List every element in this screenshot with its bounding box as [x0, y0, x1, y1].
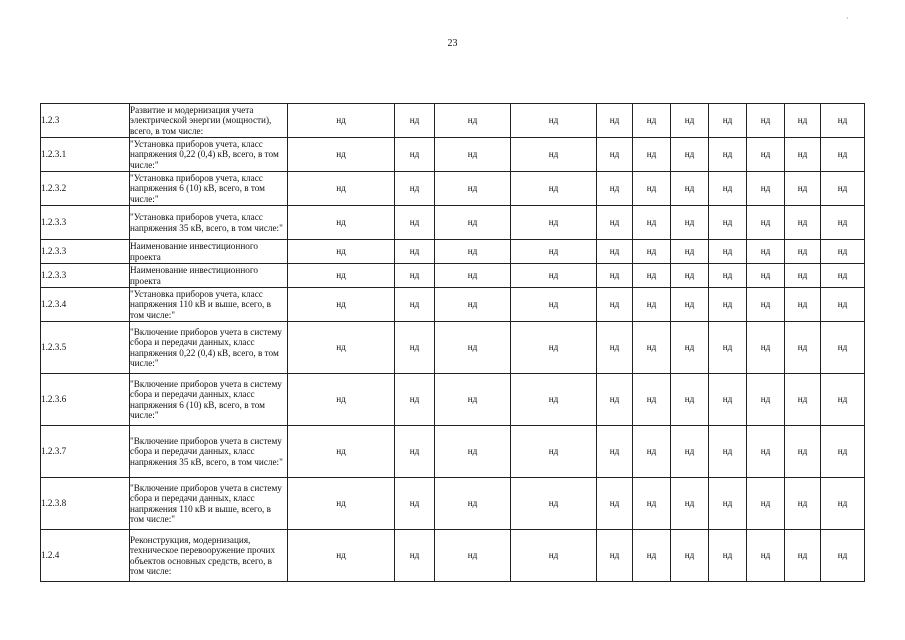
value-cell: нд	[435, 322, 511, 374]
value-cell: нд	[671, 322, 709, 374]
value-cell: нд	[671, 172, 709, 206]
value-cell: нд	[288, 426, 395, 478]
value-cell: нд	[671, 264, 709, 288]
row-description: "Установка приборов учета, класс напряжения 110 кВ и выше, всего, в том числе:"	[130, 288, 288, 322]
value-cell: нд	[821, 206, 865, 240]
row-description: "Включение приборов учета в систему сбора и передачи данных, класс напряжения 35 кВ, всего, в том числе:"	[130, 426, 288, 478]
value-cell: нд	[395, 322, 435, 374]
value-cell: нд	[747, 288, 785, 322]
value-cell: нд	[288, 530, 395, 582]
value-cell: нд	[511, 426, 597, 478]
value-cell: нд	[597, 322, 633, 374]
table-row	[41, 478, 865, 530]
value-cell: нд	[785, 530, 821, 582]
value-cell: нд	[785, 478, 821, 530]
value-cell: нд	[671, 104, 709, 138]
value-cell: нд	[633, 172, 671, 206]
value-cell: нд	[709, 478, 747, 530]
value-cell: нд	[671, 426, 709, 478]
value-cell: нд	[395, 374, 435, 426]
value-cell: нд	[633, 478, 671, 530]
value-cell: нд	[709, 288, 747, 322]
value-cell: нд	[597, 426, 633, 478]
value-cell: нд	[709, 426, 747, 478]
row-description: Наименование инвестиционного проекта	[130, 240, 288, 264]
value-cell: нд	[821, 240, 865, 264]
row-description: "Установка приборов учета, класс напряжения 6 (10) кВ, всего, в том числе:"	[130, 172, 288, 206]
value-cell: нд	[785, 138, 821, 172]
value-cell: нд	[597, 374, 633, 426]
value-cell: нд	[747, 172, 785, 206]
value-cell: нд	[288, 322, 395, 374]
table-row	[41, 172, 865, 206]
value-cell: нд	[785, 240, 821, 264]
row-code: 1.2.3.3	[41, 206, 130, 240]
value-cell: нд	[395, 426, 435, 478]
value-cell: нд	[709, 104, 747, 138]
table-row	[41, 240, 865, 264]
value-cell: нд	[288, 206, 395, 240]
value-cell: нд	[288, 478, 395, 530]
value-cell: нд	[709, 172, 747, 206]
row-code: 1.2.3.6	[41, 374, 130, 426]
value-cell: нд	[435, 206, 511, 240]
investment-table	[40, 103, 865, 582]
row-code: 1.2.3.5	[41, 322, 130, 374]
value-cell: нд	[821, 104, 865, 138]
table-row	[41, 104, 865, 138]
value-cell: нд	[671, 288, 709, 322]
value-cell: нд	[747, 426, 785, 478]
table-row	[41, 288, 865, 322]
row-code: 1.2.4	[41, 530, 130, 582]
row-description: Развитие и модернизация учета электрической энергии (мощности), всего, в том числе:	[130, 104, 288, 138]
value-cell: нд	[435, 478, 511, 530]
value-cell: нд	[435, 104, 511, 138]
value-cell: нд	[395, 240, 435, 264]
value-cell: нд	[597, 264, 633, 288]
value-cell: нд	[671, 478, 709, 530]
value-cell: нд	[435, 138, 511, 172]
table-row	[41, 264, 865, 288]
value-cell: нд	[785, 206, 821, 240]
value-cell: нд	[747, 530, 785, 582]
value-cell: нд	[435, 288, 511, 322]
value-cell: нд	[288, 172, 395, 206]
value-cell: нд	[821, 138, 865, 172]
value-cell: нд	[633, 104, 671, 138]
row-description: "Включение приборов учета в систему сбора и передачи данных, класс напряжения 110 кВ и выше, всего, в том числе:"	[130, 478, 288, 530]
value-cell: нд	[597, 288, 633, 322]
value-cell: нд	[395, 206, 435, 240]
value-cell: нд	[395, 104, 435, 138]
value-cell: нд	[747, 206, 785, 240]
value-cell: нд	[288, 264, 395, 288]
value-cell: нд	[395, 264, 435, 288]
value-cell: нд	[633, 240, 671, 264]
value-cell: нд	[395, 172, 435, 206]
value-cell: нд	[633, 288, 671, 322]
table-row	[41, 530, 865, 582]
value-cell: нд	[671, 374, 709, 426]
value-cell: нд	[435, 240, 511, 264]
value-cell: нд	[747, 264, 785, 288]
row-code: 1.2.3	[41, 104, 130, 138]
value-cell: нд	[633, 264, 671, 288]
value-cell: нд	[821, 478, 865, 530]
value-cell: нд	[821, 288, 865, 322]
value-cell: нд	[671, 206, 709, 240]
value-cell: нд	[511, 374, 597, 426]
value-cell: нд	[747, 104, 785, 138]
table-row	[41, 322, 865, 374]
value-cell: нд	[395, 478, 435, 530]
value-cell: нд	[633, 206, 671, 240]
value-cell: нд	[821, 374, 865, 426]
value-cell: нд	[821, 426, 865, 478]
value-cell: нд	[395, 288, 435, 322]
table-row	[41, 374, 865, 426]
value-cell: нд	[597, 138, 633, 172]
value-cell: нд	[288, 288, 395, 322]
value-cell: нд	[288, 104, 395, 138]
value-cell: нд	[597, 206, 633, 240]
row-code: 1.2.3.7	[41, 426, 130, 478]
value-cell: нд	[435, 172, 511, 206]
value-cell: нд	[511, 288, 597, 322]
value-cell: нд	[785, 104, 821, 138]
value-cell: нд	[597, 478, 633, 530]
table-row	[41, 138, 865, 172]
value-cell: нд	[288, 138, 395, 172]
value-cell: нд	[785, 172, 821, 206]
value-cell: нд	[747, 240, 785, 264]
value-cell: нд	[747, 322, 785, 374]
table-row	[41, 206, 865, 240]
value-cell: нд	[709, 138, 747, 172]
value-cell: нд	[597, 104, 633, 138]
row-description: "Включение приборов учета в систему сбора и передачи данных, класс напряжения 6 (10) кВ, всего, в том числе:"	[130, 374, 288, 426]
value-cell: нд	[435, 426, 511, 478]
value-cell: нд	[785, 374, 821, 426]
value-cell: нд	[709, 374, 747, 426]
value-cell: нд	[821, 530, 865, 582]
value-cell: нд	[511, 104, 597, 138]
value-cell: нд	[511, 240, 597, 264]
value-cell: нд	[511, 206, 597, 240]
row-description: Реконструкция, модернизация, техническое перевооружение прочих объектов основных средств, всего, в том числе:	[130, 530, 288, 582]
value-cell: нд	[747, 478, 785, 530]
value-cell: нд	[395, 530, 435, 582]
value-cell: нд	[633, 530, 671, 582]
value-cell: нд	[785, 264, 821, 288]
value-cell: нд	[597, 530, 633, 582]
value-cell: нд	[511, 172, 597, 206]
value-cell: нд	[597, 172, 633, 206]
value-cell: нд	[395, 138, 435, 172]
row-description: "Включение приборов учета в систему сбора и передачи данных, класс напряжения 0,22 (0,4) кВ, всего, в том числе:"	[130, 322, 288, 374]
row-code: 1.2.3.1	[41, 138, 130, 172]
row-code: 1.2.3.4	[41, 288, 130, 322]
value-cell: нд	[821, 264, 865, 288]
value-cell: нд	[511, 322, 597, 374]
value-cell: нд	[633, 426, 671, 478]
value-cell: нд	[785, 288, 821, 322]
row-code: 1.2.3.3	[41, 240, 130, 264]
value-cell: нд	[511, 530, 597, 582]
value-cell: нд	[709, 322, 747, 374]
value-cell: нд	[747, 374, 785, 426]
value-cell: нд	[785, 426, 821, 478]
value-cell: нд	[821, 322, 865, 374]
value-cell: нд	[709, 240, 747, 264]
value-cell: нд	[709, 530, 747, 582]
value-cell: нд	[671, 240, 709, 264]
value-cell: нд	[785, 322, 821, 374]
table-row	[41, 426, 865, 478]
row-code: 1.2.3.2	[41, 172, 130, 206]
value-cell: нд	[288, 374, 395, 426]
row-code: 1.2.3.3	[41, 264, 130, 288]
corner-mark: ·	[846, 14, 849, 23]
row-code: 1.2.3.8	[41, 478, 130, 530]
value-cell: нд	[597, 240, 633, 264]
value-cell: нд	[511, 264, 597, 288]
row-description: "Установка приборов учета, класс напряжения 0,22 (0,4) кВ, всего, в том числе:"	[130, 138, 288, 172]
value-cell: нд	[511, 478, 597, 530]
value-cell: нд	[709, 206, 747, 240]
row-description: "Установка приборов учета, класс напряжения 35 кВ, всего, в том числе:"	[130, 206, 288, 240]
page-number: 23	[447, 38, 458, 49]
value-cell: нд	[709, 264, 747, 288]
value-cell: нд	[288, 240, 395, 264]
value-cell: нд	[511, 138, 597, 172]
value-cell: нд	[633, 138, 671, 172]
value-cell: нд	[633, 374, 671, 426]
value-cell: нд	[821, 172, 865, 206]
value-cell: нд	[747, 138, 785, 172]
value-cell: нд	[671, 530, 709, 582]
value-cell: нд	[435, 374, 511, 426]
value-cell: нд	[633, 322, 671, 374]
value-cell: нд	[435, 530, 511, 582]
value-cell: нд	[435, 264, 511, 288]
value-cell: нд	[671, 138, 709, 172]
row-description: Наименование инвестиционного проекта	[130, 264, 288, 288]
